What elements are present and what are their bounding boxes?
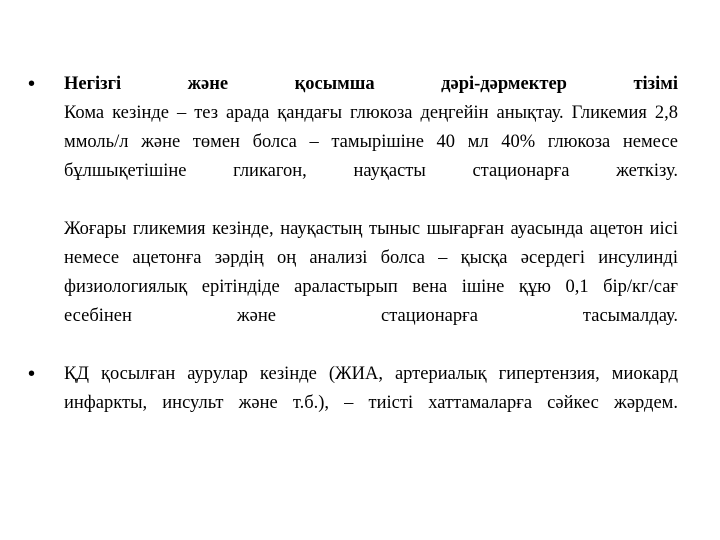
- section-title: Негізгі және қосымша дәрі-дәрмектер тізімі: [64, 74, 678, 94]
- bullet-list: [28, 70, 678, 418]
- paragraph-gap: [64, 186, 678, 215]
- paragraph-comorbidities: ҚД қосылған аурулар кезінде (ЖИА, артериалық гипертензия, миокард инфаркты, инсульт және т.б.), – тиісті хаттамаларға сәйкес жәрдем.: [64, 364, 678, 413]
- bullet-icon: •: [28, 73, 36, 95]
- paragraph-coma: Кома кезінде – тез арада қандағы глюкоза деңгейін анықтау. Гликемия 2,8 ммоль/л және төмен болса – тамырішіне 40 мл 40% глюкоза немесе бұлшықетішіне гликагон, науқасты стационарға жеткізу.: [64, 103, 678, 181]
- list-item: [28, 70, 678, 331]
- paragraph-hyperglycemia: Жоғары гликемия кезінде, науқастың тыныс шығарған ауасында ацетон иісі немесе ацетонға зәрдің оң анализі болса – қысқа әсердегі инсулинді физиологиялық ерітіндіде араластырып вена ішіне құю 0,1 бір/кг/сағ есебінен және стационарға тасымалдау.: [64, 219, 678, 326]
- list-item: [28, 360, 678, 418]
- bullet-icon: •: [28, 363, 36, 385]
